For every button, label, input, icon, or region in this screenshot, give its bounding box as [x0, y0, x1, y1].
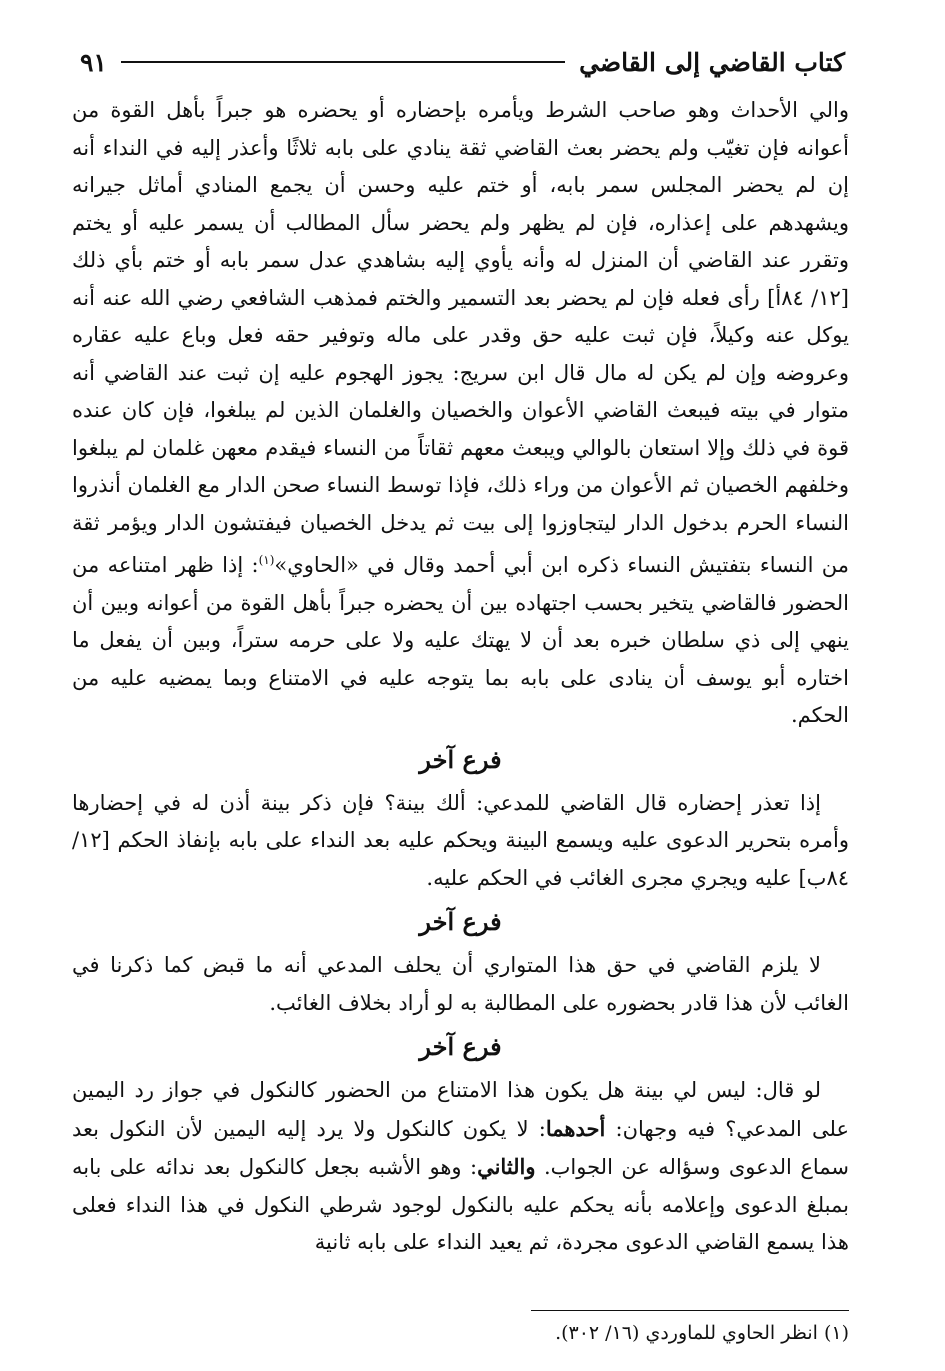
footnote-reference: (١) — [258, 553, 275, 567]
footnote-text: انظر الحاوي للماوردي (١٦/ ٣٠٢). — [555, 1322, 818, 1344]
header-rule — [121, 61, 565, 63]
section-heading-1: فرع آخر — [419, 744, 502, 774]
section-text-3-part-1: لو قال: ليس لي بينة هل يكون هذا الامتناع من الحضور كالنكول في جواز رد اليمين على المدعي؟ فيه وجهان: — [72, 1078, 849, 1141]
term-second-view: والثاني — [477, 1154, 536, 1179]
paragraph-main-continuation: : إذا ظهر امتناعه من الحضور فالقاضي يتخير بحسب اجتهاده بين أن يحضره جبراً بأهل القوة من أعوانه وبين أن ينهي إلى ذي سلطان خبره بعد أن لا يهتك عليه ولا على حرمه ستراً، وبين أن يفعل ما اختاره أبو يوسف أن ينادى على بابه بما يتوجه عليه في الامتناع وبما يمضيه عليه من الحكم. — [72, 553, 849, 727]
page-header — [80, 42, 845, 82]
footnote — [300, 1318, 849, 1348]
section-text-2: لا يلزم القاضي في حق هذا المتواري أن يحلف المدعي أنه ما قبض كما ذكرنا في الغائب لأن هذا قادر بحضوره على المطالبة به لو أراد بخلاف الغائب. — [72, 953, 849, 1015]
paragraph-main-text: والي الأحداث وهو صاحب الشرط ويأمره بإحضاره أو يحضره هو جبراً بأهل القوة من أعوانه فإن تغيّب ولم يحضر بعث القاضي ثقة ينادي على بابه ثلاثًا وأعذر إليه في النداء أنه إن لم يحضر المجلس سمر بابه، أو ختم عليه وحسن أن يجمع المنادي أماثل جيرانه ويشهدهم على إعذاره، فإن لم يظهر ولم يحضر سأل المطالب أن يسمر عليه أو يختم وتقرر عند القاضي أن المنزل له وأنه يأوي إليه بشاهدي عدل سمر بابه أو ختم بأي ذلك [١٢/ ٨٤أ] رأى فعله فإن لم يحضر بعد التسمير والختم فمذهب الشافعي رضي الله عنه أنه يوكل عنه وكيلاً، فإن ثبت عليه حق وقدر على ماله وتوفير حقه فعل وباع عليه عقاره وعروضه وإن لم يكن له مال قال ابن سريج: يجوز الهجوم عليه إن ثبت عند القاضي أنه متوار في بيته فيبعث القاضي الأعوان والخصيان والغلمان الذين لم يبلغوا، فإن كان عنده قوة في ذلك وإلا استعان بالوالي ويبعث معهم ثقاتاً من النساء فيقدم معهن غلمان لم يبلغوا وخلفهم الخصيان ثم الأعوان من وراء ذلك، فإذا توسط النساء صحن الدار مع الغلمان أنذروا النساء الحرم بدخول الدار ليتجاوزوا إلى بيت ثم يدخل الخصيان فيفتشون الدار ويؤمر ثقة من النساء بتفتيش النساء ذكره ابن أبي أحمد وقال في «الحاوي» — [72, 98, 849, 577]
section-heading-2: فرع آخر — [419, 907, 502, 936]
term-first-view: أحدهما — [545, 1115, 606, 1141]
footnote-marker: (١) — [823, 1322, 849, 1344]
page-body — [72, 92, 849, 1262]
section-text-3 — [72, 1072, 849, 1262]
page-number: ٩١ — [80, 47, 107, 77]
footnote-rule — [531, 1310, 849, 1311]
section-text-1: إذا تعذر إحضاره قال القاضي للمدعي: ألك بينة؟ فإن ذكر بينة أذن له في إحضارها وأمره بتحرير الدعوى عليه ويسمع البينة ويحكم عليه بعد النداء على بابه بإنفاذ الحكم [١٢/ ٨٤ب] عليه ويجري مجرى الغائب في الحكم عليه. — [72, 790, 849, 890]
section-text-3-part-2: : لا يكون كالنكول ولا يرد إليه اليمين لأن النكول بعد سماع الدعوى وسؤاله عن الجواب. — [72, 1116, 849, 1179]
running-title: كتاب القاضي إلى القاضي — [579, 47, 845, 77]
section-heading-3: فرع آخر — [419, 1032, 502, 1061]
section-text-3-part-3: : وهو الأشبه بجعل كالنكول بعد ندائه على بابه بمبلغ الدعوى وإعلامه بأنه يحكم عليه بالنكول لوجود شرطي النكول في هذا النداء فعلى هذا يسمع القاضي الدعوى مجردة، ثم يعيد النداء على بابه ثانية — [72, 1155, 849, 1254]
paragraph-main — [72, 92, 849, 735]
